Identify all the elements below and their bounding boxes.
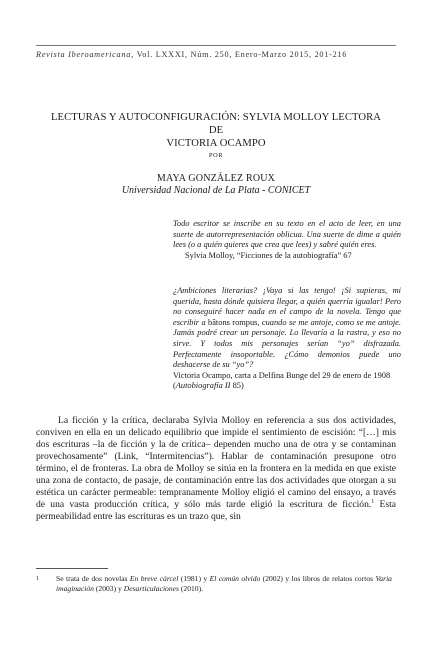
epigraph-1-attribution: Sylvia Molloy, “Ficciones de la autobiografía” 67 [185, 250, 352, 260]
body-paragraph-text: La ficción y la crítica, declaraba Sylvia Molloy en referencia a sus dos actividades, conviven en ella en un delicado equilibrio que impide el sentimiento de escisión: “[…] mis dos escrituras –la de ficción y la de crítica– dependen mucho una de otra y se contaminan provechosamente” (Link, “Intermitencias”). Hablar de contaminación presupone otro término, el de fronteras. La obra de Molloy se sitúa en la frontera en la medida en que existe una zona de contacto, de pasaje, de contaminación entre las dos actividades que otorgan a su estética un carácter permeable: tempranamente Molloy eligió el camino del ensayo, a través de una vasta producción crítica, y sólo más tarde eligió la escritura de ficción. [36, 415, 396, 510]
journal-name: Revista Iberoamericana, [36, 50, 134, 59]
body-text [36, 415, 396, 523]
running-header [36, 50, 396, 59]
footnote-title: El común olvido [209, 574, 261, 583]
footnote-rule [36, 568, 108, 569]
footnote-1 [36, 574, 396, 594]
epigraph-2 [173, 286, 401, 392]
epigraph-2-attr-part: 85) [230, 381, 244, 391]
byline-por: POR [208, 152, 224, 159]
footnote-part: (1981) y [178, 574, 210, 583]
footnote-title: Varia imaginación [56, 574, 392, 593]
epigraph-2-quote-part: ¿Ambiciones literarias? ¡Vaya si las tengo! ¡Si supieras, mi querida, hasta dónde quisiera llegar, a quién querría igualar! Pero no conseguiré hacer nada en el campo de la novela. Tengo que escribir a [173, 286, 401, 327]
footnote-number: 1 [36, 576, 39, 582]
title-line-2: VICTORIA OCAMPO [166, 138, 266, 149]
epigraph-2-attribution [173, 371, 401, 392]
epigraph-2-quote-foreign: bâtons rompus [208, 317, 258, 327]
footnote-text [56, 574, 392, 594]
header-rule [36, 45, 396, 46]
epigraph-2-attr-part: Victoria Ocampo, carta a Delfina Bunge del 29 de enero de 1908 ( [173, 370, 391, 391]
epigraph-1 [173, 219, 401, 261]
body-paragraph-text: Esta permeabilidad entre las escrituras es un trazo que, sin [36, 499, 396, 522]
epigraph-1-quote: Todo escritor se inscribe en su texto en el acto de leer, en una suerte de autorrepresentación oblicua. Una suerte de dime a quién lees (o a quién quieres que crea que lees) y sabré quién eres. [173, 219, 401, 250]
footnote-part: Se trata de dos novelas [56, 574, 130, 583]
author-name: MAYA GONZÁLEZ ROUX [156, 173, 276, 184]
footnote-ref: 1 [371, 498, 375, 505]
epigraph-2-attr-title: Autobiografía II [175, 381, 231, 391]
footnote-part: (2003) y [93, 584, 124, 593]
footnote-title: Desarticulaciones [123, 584, 179, 593]
epigraph-2-quote-part: , cuando se me antoje, como se me antoje. Jamás podré crear un personaje. Lo llevaría a la rastra, y eso no sirve. Y todos mis personajes serían “yo” disfrazada. Perfectamente insoportable. ¿Cómo demonios puede uno deshacerse de su “yo”? [173, 317, 401, 370]
article-title [50, 111, 382, 150]
issue-info: Vol. LXXXI, Núm. 250, Enero-Marzo 2015, 201-216 [136, 50, 348, 59]
title-line-1: LECTURAS Y AUTOCONFIGURACIÓN: SYLVIA MOLLOY LECTORA DE [50, 112, 382, 136]
author-affiliation: Universidad Nacional de La Plata - CONICET [121, 185, 311, 196]
body-paragraph-1 [36, 415, 396, 523]
footnote-part: (2002) y los libros de relatos cortos [260, 574, 376, 583]
footnote-part: (2010). [178, 584, 204, 593]
epigraph-2-quote [173, 286, 401, 371]
footnote-title: En breve cárcel [129, 574, 179, 583]
